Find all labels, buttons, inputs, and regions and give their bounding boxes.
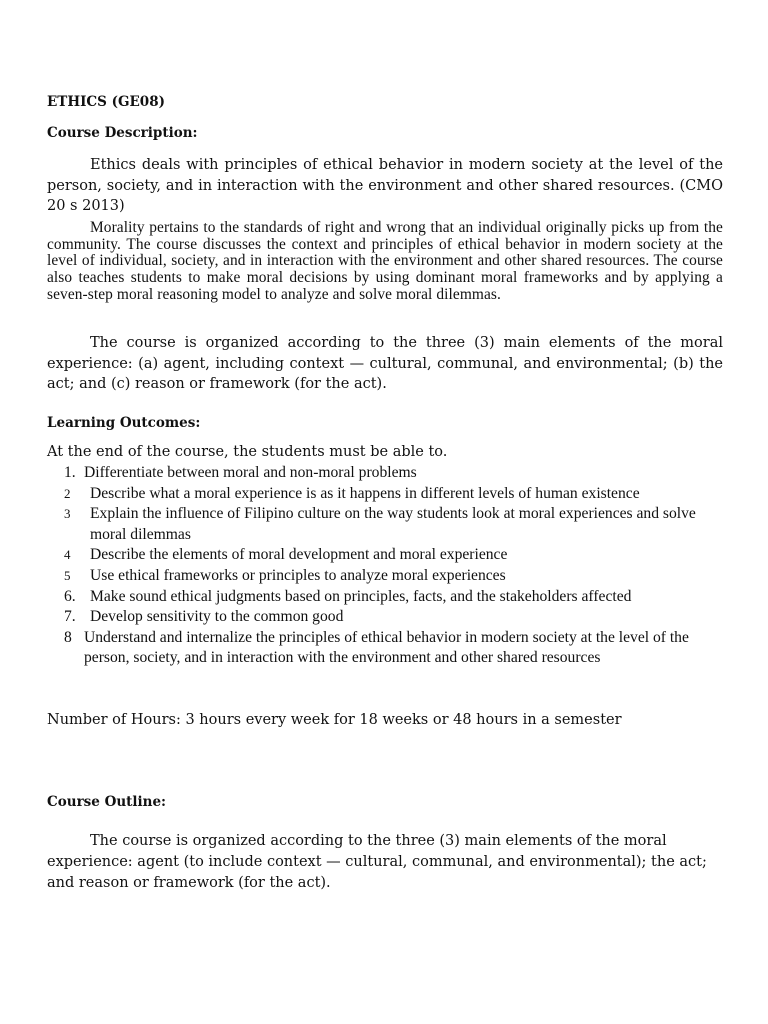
description-paragraph-2: Morality pertains to the standards of right and wrong that an individual originally picks up from the community. The course discusses the context and principles of ethical behavior in modern society at the level of individual, society, and in interaction with the environment and other shared resources. The course also teaches students to make moral decisions by using dominant moral frameworks and by applying a seven-step moral reasoning model to analyze and solve moral dilemmas. [47, 219, 723, 303]
learning-outcomes-intro: At the end of the course, the students must be able to. [47, 444, 448, 460]
outcome-number: 3 [64, 506, 71, 522]
learning-outcomes-heading: Learning Outcomes: [47, 415, 201, 431]
outcome-number: 8 [64, 628, 72, 646]
outcome-item [64, 607, 724, 628]
outcome-item [64, 545, 724, 566]
outcome-text: Describe what a moral experience is as it happens in different levels of human existence [90, 484, 640, 502]
course-outline-line-2: experience: agent (to include context — cultural, communal, and environmental); the act; [47, 854, 707, 870]
outcome-item [64, 587, 724, 608]
course-description-heading: Course Description: [47, 125, 198, 141]
outcome-number: 2 [64, 485, 71, 501]
course-outline-line-3: and reason or framework (for the act). [47, 875, 331, 891]
outcome-number: 5 [64, 567, 71, 583]
course-outline-heading: Course Outline: [47, 794, 167, 810]
description-paragraph-3: The course is organized according to the three (3) main elements of the moral experience: (a) agent, including context — cultural, communal, and environmental; (b) the act; and (c) reason or framework (for the act). [47, 335, 723, 392]
outcome-item [64, 463, 724, 484]
outcome-number: 4 [64, 547, 71, 563]
outcome-text: Describe the elements of moral development and moral experience [90, 546, 508, 564]
outcome-text: Understand and internalize the principles of ethical behavior in modern society at the level of the person, society, and in interaction with the environment and other shared resources [84, 628, 689, 667]
outcome-text: Develop sensitivity to the common good [90, 608, 344, 626]
outcome-text: Differentiate between moral and non-moral problems [84, 464, 417, 481]
number-of-hours: Number of Hours: 3 hours every week for 18 weeks or 48 hours in a semester [47, 712, 622, 728]
outcome-item [64, 566, 724, 587]
course-outline-line-1: The course is organized according to the three (3) main elements of the moral [90, 833, 667, 849]
learning-outcomes-list [64, 463, 724, 669]
outcome-number: 6. [64, 587, 76, 605]
outcome-item [64, 628, 724, 669]
outcome-number: 7. [64, 608, 76, 626]
outcome-item [64, 504, 724, 545]
outcome-text: Use ethical frameworks or principles to analyze moral experiences [90, 566, 506, 584]
outcome-text: Make sound ethical judgments based on principles, facts, and the stakeholders affected [90, 587, 632, 605]
description-paragraph-1: Ethics deals with principles of ethical behavior in modern society at the level of the person, society, and in interaction with the environment and other shared resources. (CMO 20 s 2013) [47, 157, 723, 214]
outcome-text: Explain the influence of Filipino culture on the way students look at moral experiences and solve moral dilemmas [90, 505, 696, 543]
outcome-number: 1. [64, 464, 76, 481]
document-title: ETHICS (GE08) [47, 94, 165, 110]
outcome-item [64, 484, 724, 505]
